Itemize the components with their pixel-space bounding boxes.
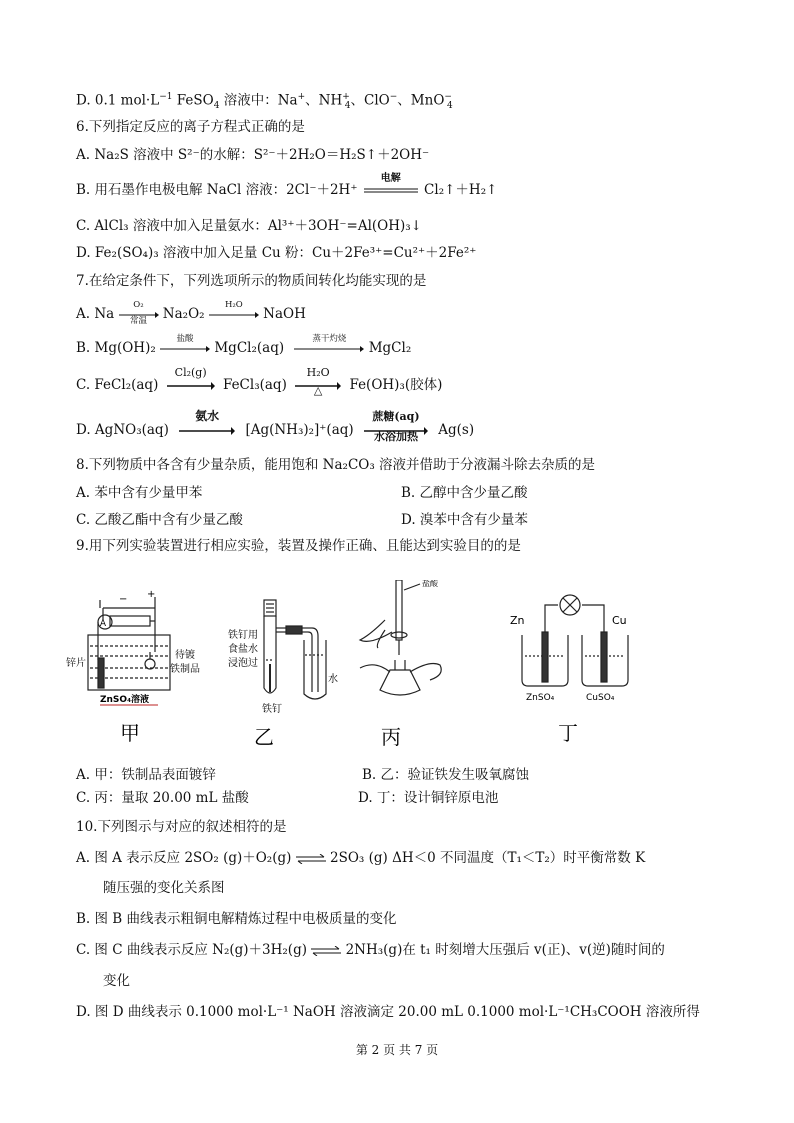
cuso4-label: CuSO₄ [586, 693, 615, 703]
arrow-icon: H₂O [209, 310, 259, 320]
q6-option-d: D. Fe₂(SO₄)₃ 溶液中加入足量 Cu 粉：Cu＋2Fe³⁺=Cu²⁺＋2Fe²⁺ [76, 245, 477, 261]
figure-label-ding: 丁 [558, 721, 578, 745]
arrow-icon: 蔗糖(aq) 水浴加热 [364, 426, 428, 436]
equilibrium-arrow-icon [296, 854, 326, 864]
q7-option-c: C. FeCl₂(aq) Cl₂(g) FeCl₃(aq) H₂O △ Fe(OH)₃(胶体) [76, 365, 443, 397]
positive-label: + [147, 589, 156, 600]
arrow-icon: 氨水 [179, 426, 235, 436]
figure-label-yi: 乙 [254, 725, 274, 749]
plating-label-2: 铁制品 [170, 664, 200, 675]
q9-option-d: D. 丁：设计铜锌原电池 [358, 790, 499, 806]
q10-option-c-line2: 变化 [103, 973, 130, 989]
q6-option-b: B. 用石墨作电极电解 NaCl 溶液：2Cl⁻＋2H⁺ 电解 Cl₂↑＋H₂↑ [76, 172, 498, 198]
arrow-icon: 蒸干灼烧 [294, 344, 364, 354]
q8-option-a: A. 苯中含有少量甲苯 [76, 485, 203, 501]
electrolysis-arrow: 电解 [380, 172, 401, 184]
zinc-plate-label: 锌片 [66, 658, 86, 669]
q10-option-a-line2: 随压强的变化关系图 [103, 880, 225, 896]
q10-option-d: D. 图 D 曲线表示 0.1000 mol·L⁻¹ NaOH 溶液滴定 20.00 mL 0.1000 mol·L⁻¹CH₃COOH 溶液所得 [76, 1004, 700, 1020]
figure-jia-electroplating [88, 597, 170, 690]
cu-electrode-label: Cu [612, 614, 627, 627]
q8-option-b: B. 乙醇中含少量乙酸 [401, 485, 528, 501]
q9-stem: 9.用下列实验装置进行相应实验，装置及操作正确、且能达到实验目的的是 [76, 538, 521, 554]
q8-option-c: C. 乙酸乙酯中含有少量乙酸 [76, 512, 243, 528]
q10-option-a-line1: A. 图 A 表示反应 2SO₂ (g)＋O₂(g) 2SO₃ (g) ΔH＜0 不同温度（T₁＜T₂）时平衡常数 K [76, 850, 646, 866]
arrow-icon: O₂ 常温 [119, 310, 159, 320]
q8-stem: 8.下列物质中各含有少量杂质，能用饱和 Na₂CO₃ 溶液并借助于分液漏斗除去杂质的是 [76, 457, 596, 473]
figure-ding-cell [522, 595, 628, 686]
q9-option-b: B. 乙：验证铁发生吸氧腐蚀 [362, 767, 530, 783]
znso4-label: ZnSO₄ [526, 693, 555, 703]
yi-label-3: 浸泡过 [228, 658, 258, 669]
q6-stem: 6.下列指定反应的离子方程式正确的是 [76, 119, 305, 135]
q5-option-d: D. 0.1 $mol\cdot L^{-1}$ FeSO$_4$ 溶液中：Na+、$NH^+_4$、ClO−、MnO−$_4$ [76, 92, 453, 112]
q9-apparatus-figure [0, 580, 794, 760]
yi-label-1: 铁钉用 [228, 630, 258, 641]
arrow-icon: Cl₂(g) [167, 381, 215, 391]
zn-electrode-label: Zn [510, 614, 525, 627]
figure-bing-titration [360, 580, 441, 695]
iron-nail-label: 铁钉 [262, 704, 282, 715]
negative-label: − [119, 594, 128, 605]
page-footer: 第 2 页 共 7 页 [355, 1043, 439, 1057]
arrow-icon: 盐酸 [160, 344, 210, 354]
q7-stem: 7.在给定条件下，下列选项所示的物质间转化均能实现的是 [76, 273, 427, 289]
figure-yi-corrosion [264, 600, 326, 699]
q10-stem: 10.下列图示与对应的叙述相符的是 [76, 819, 287, 835]
q8-option-d: D. 溴苯中含有少量苯 [401, 512, 528, 528]
znso4-solution-label: ZnSO₄溶液 [100, 695, 150, 705]
q6-option-c: C. AlCl₃ 溶液中加入足量氨水：Al³⁺＋3OH⁻=Al(OH)₃↓ [76, 218, 422, 234]
plating-label-1: 待镀 [175, 650, 195, 661]
ammeter-label: A [99, 619, 107, 629]
water-label: 水 [328, 674, 338, 685]
figure-label-bing: 丙 [381, 725, 401, 749]
equilibrium-arrow-icon [311, 946, 341, 956]
q10-option-b: B. 图 B 曲线表示粗铜电解精炼过程中电极质量的变化 [76, 911, 397, 927]
yi-label-2: 食盐水 [228, 644, 258, 655]
hydrochloric-acid-label: 盐酸 [422, 580, 438, 588]
figure-label-jia: 甲 [120, 721, 140, 745]
q7-option-d: D. AgNO₃(aq) 氨水 [Ag(NH₃)₂]⁺(aq) 蔗糖(aq) 水浴加热 Ag(s) [76, 408, 475, 443]
q10-option-c-line1: C. 图 C 曲线表示反应 N₂(g)＋3H₂(g) 2NH₃(g)在 t₁ 时刻增大压强后 v(正)、v(逆)随时间的 [76, 942, 665, 958]
q9-option-c: C. 丙：量取 20.00 mL 盐酸 [76, 790, 249, 806]
q6-option-a: A. Na₂S 溶液中 S²⁻的水解：S²⁻＋2H₂O＝H₂S↑＋2OH⁻ [76, 147, 430, 163]
q7-option-b: B. Mg(OH)₂ 盐酸 MgCl₂(aq) 蒸干灼烧 MgCl₂ [76, 333, 412, 356]
q7-option-a: A. Na O₂ 常温 Na₂O₂ H₂O NaOH [76, 299, 306, 326]
arrow-icon: H₂O △ [295, 381, 341, 391]
q9-option-a: A. 甲：铁制品表面镀锌 [76, 767, 216, 783]
